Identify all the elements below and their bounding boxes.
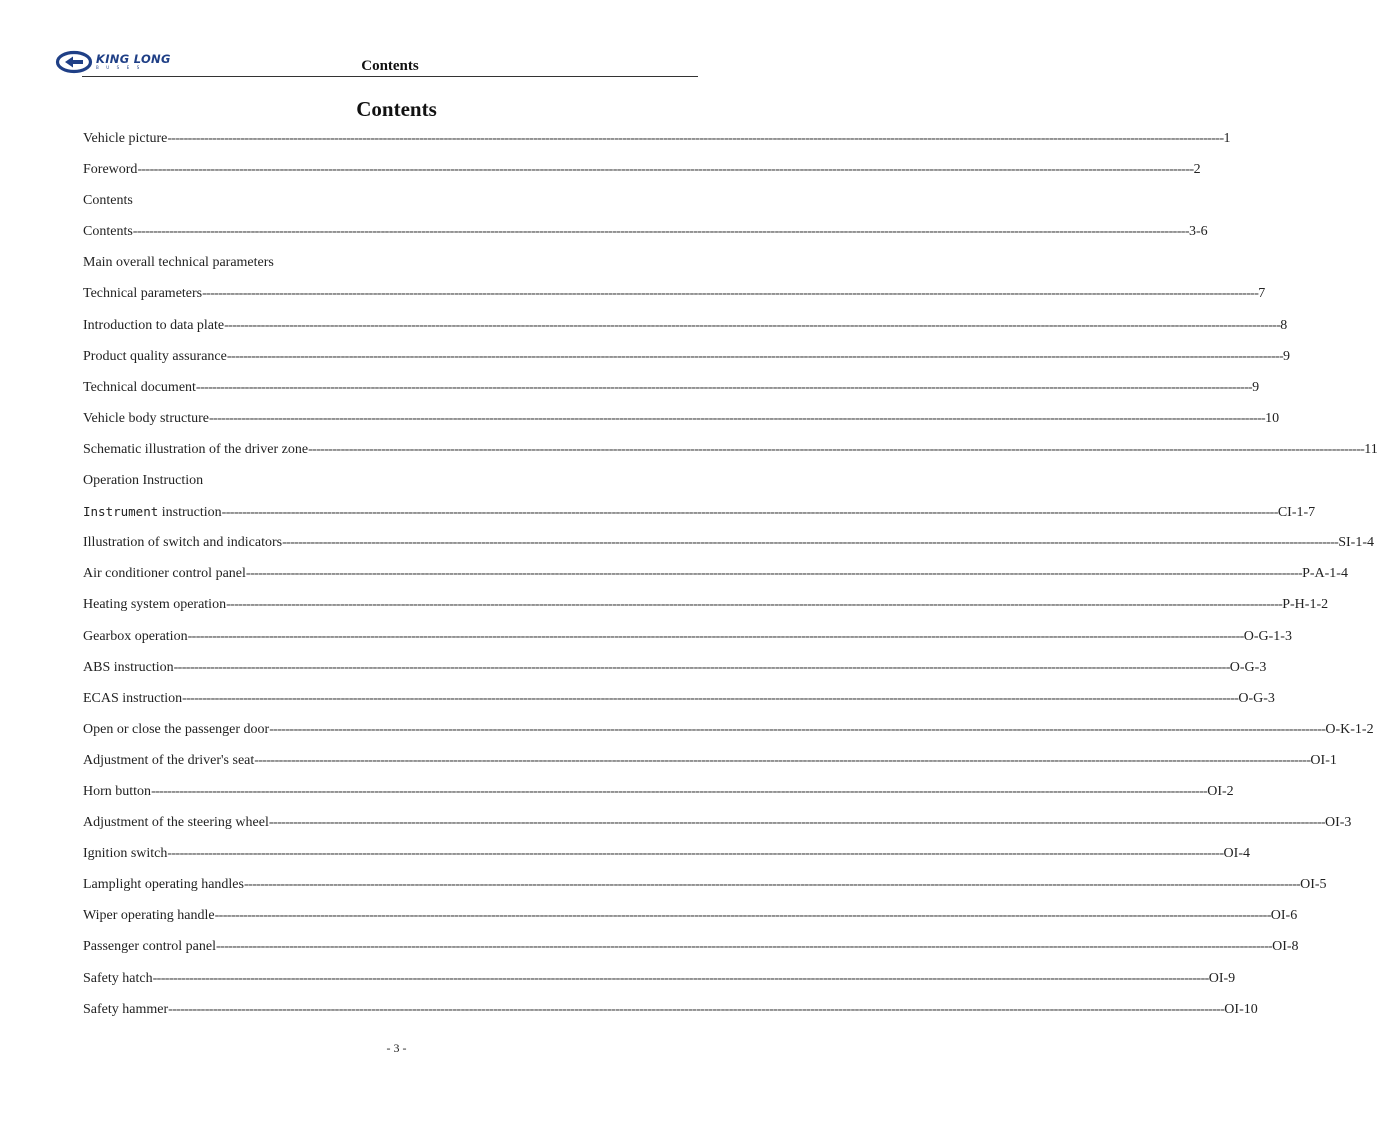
toc-entry-page: OI-8 xyxy=(1272,939,1299,955)
toc-entry-title: Operation Instruction xyxy=(83,473,204,489)
toc-dot-leader: -------------------------------------------------------------------------------------------------------------------------------------------------------------------------------------------------------------------------------------------------------------------- xyxy=(168,1001,1225,1017)
toc-dot-leader: -------------------------------------------------------------------------------------------------------------------------------------------------------------------------------------------------------------------------------------------------------------------- xyxy=(182,690,1239,706)
toc-dot-leader: -------------------------------------------------------------------------------------------------------------------------------------------------------------------------------------------------------------------------------------------------------------------- xyxy=(187,628,1244,644)
toc-entry-title: Technical document xyxy=(83,379,196,395)
page-number: - 3 - xyxy=(386,1041,407,1055)
page-header xyxy=(82,48,698,77)
toc-entry-page: O-K-1-2 xyxy=(1325,721,1374,737)
toc-entry-title: Schematic illustration of the driver zone xyxy=(83,441,309,457)
toc-entry-title: Open or close the passenger door xyxy=(83,721,270,737)
header-title: Contents xyxy=(361,58,419,74)
toc-entry-title: ECAS instruction xyxy=(83,690,183,706)
toc-entry-page: O-G-1-3 xyxy=(1243,628,1292,644)
toc-entry[interactable] xyxy=(83,843,1250,874)
toc-entry[interactable] xyxy=(83,221,1208,252)
toc-entry-page: 9 xyxy=(1283,348,1291,364)
toc-entry-title: Adjustment of the steering wheel xyxy=(83,815,269,831)
toc-entry-title: Adjustment of the driver's seat xyxy=(83,752,255,768)
toc-entry-page: CI-1-7 xyxy=(1277,505,1316,521)
toc-dot-leader: -------------------------------------------------------------------------------------------------------------------------------------------------------------------------------------------------------------------------------------------------------------------- xyxy=(202,286,1259,302)
toc-dot-leader: -------------------------------------------------------------------------------------------------------------------------------------------------------------------------------------------------------------------------------------------------------------------- xyxy=(195,379,1253,395)
toc-entry[interactable] xyxy=(83,128,1231,159)
toc-dot-leader: -------------------------------------------------------------------------------------------------------------------------------------------------------------------------------------------------------------------------------------------------------------------- xyxy=(226,597,1283,613)
toc-entry-title: Safety hammer xyxy=(83,1001,169,1017)
toc-dot-leader: -------------------------------------------------------------------------------------------------------------------------------------------------------------------------------------------------------------------------------------------------------------------- xyxy=(221,505,1278,521)
toc-entry[interactable] xyxy=(83,563,1348,594)
toc-entry[interactable] xyxy=(83,377,1260,408)
toc-entry-page: SI-1-4 xyxy=(1338,535,1375,551)
toc-entry[interactable] xyxy=(83,968,1236,999)
toc-dot-leader: -------------------------------------------------------------------------------------------------------------------------------------------------------------------------------------------------------------------------------------------------------------------- xyxy=(269,721,1326,737)
toc-entry-page: OI-6 xyxy=(1270,908,1298,924)
toc-entry[interactable] xyxy=(83,812,1352,843)
toc-section-heading xyxy=(83,190,695,221)
toc-entry-title: Safety hatch xyxy=(83,970,153,986)
toc-dot-leader: -------------------------------------------------------------------------------------------------------------------------------------------------------------------------------------------------------------------------------------------------------------------- xyxy=(167,131,1224,146)
toc-entry[interactable] xyxy=(83,905,1298,936)
toc-dot-leader: -------------------------------------------------------------------------------------------------------------------------------------------------------------------------------------------------------------------------------------------------------------------- xyxy=(137,162,1194,178)
toc-section-heading xyxy=(83,252,695,283)
toc-entry-title: Instrument instruction xyxy=(83,504,222,521)
toc-entry-title: Product quality assurance xyxy=(83,348,227,364)
logo-name: KING LONG xyxy=(96,51,171,66)
toc-entry-title: Main overall technical parameters xyxy=(83,255,274,271)
toc-entry[interactable] xyxy=(83,626,1292,657)
toc-dot-leader: -------------------------------------------------------------------------------------------------------------------------------------------------------------------------------------------------------------------------------------------------------------------- xyxy=(226,348,1284,364)
toc-dot-leader: -------------------------------------------------------------------------------------------------------------------------------------------------------------------------------------------------------------------------------------------------------------------- xyxy=(282,535,1339,551)
toc-entry-page: OI-1 xyxy=(1310,752,1337,768)
toc-entry[interactable] xyxy=(83,501,1316,532)
toc-entry-title: Air conditioner control panel xyxy=(83,566,246,582)
toc-entry-page: OI-2 xyxy=(1207,783,1234,799)
toc-section-heading xyxy=(83,470,695,501)
toc-entry-title: Gearbox operation xyxy=(83,628,188,644)
toc-entry-page: P-A-1-4 xyxy=(1302,566,1348,582)
toc-dot-leader: -------------------------------------------------------------------------------------------------------------------------------------------------------------------------------------------------------------------------------------------------------------------- xyxy=(243,877,1301,893)
toc-entry[interactable] xyxy=(83,532,1375,563)
toc-entry[interactable] xyxy=(83,936,1299,967)
toc-entry-title: Vehicle picture xyxy=(83,131,168,146)
toc-dot-leader: -------------------------------------------------------------------------------------------------------------------------------------------------------------------------------------------------------------------------------------------------------------------- xyxy=(268,815,1325,831)
toc-dot-leader: -------------------------------------------------------------------------------------------------------------------------------------------------------------------------------------------------------------------------------------------------------------------- xyxy=(132,224,1189,240)
toc-entry-page: OI-4 xyxy=(1223,846,1250,862)
toc-entry-page: OI-5 xyxy=(1300,877,1327,893)
toc-entry-title: Passenger control panel xyxy=(83,939,216,955)
toc-entry[interactable] xyxy=(83,781,1234,812)
toc-dot-leader: -------------------------------------------------------------------------------------------------------------------------------------------------------------------------------------------------------------------------------------------------------------------- xyxy=(214,908,1271,924)
toc-entry[interactable] xyxy=(83,439,1378,470)
toc-entry[interactable] xyxy=(83,408,1280,439)
toc-entry-page: OI-10 xyxy=(1224,1001,1258,1017)
toc-dot-leader: -------------------------------------------------------------------------------------------------------------------------------------------------------------------------------------------------------------------------------------------------------------------- xyxy=(151,783,1208,799)
toc-entry-page: 7 xyxy=(1258,286,1266,302)
toc-entry-page: P-H-1-2 xyxy=(1282,597,1329,613)
toc-entry[interactable] xyxy=(83,594,1329,625)
toc-entry-title: Ignition switch xyxy=(83,846,168,862)
toc-dot-leader: -------------------------------------------------------------------------------------------------------------------------------------------------------------------------------------------------------------------------------------------------------------------- xyxy=(152,970,1209,986)
toc-entry-page: 2 xyxy=(1193,162,1201,178)
toc-entry-page: 11 xyxy=(1364,441,1378,457)
toc-entry-page: 8 xyxy=(1280,317,1288,333)
toc-entry[interactable] xyxy=(83,874,1327,905)
toc-entry[interactable] xyxy=(83,346,1291,377)
toc-entry[interactable] xyxy=(83,283,1266,314)
toc-dot-leader: -------------------------------------------------------------------------------------------------------------------------------------------------------------------------------------------------------------------------------------------------------------------- xyxy=(215,939,1273,955)
toc-entry[interactable] xyxy=(83,159,1201,190)
toc-entry-title: Heating system operation xyxy=(83,597,227,613)
toc-dot-leader: -------------------------------------------------------------------------------------------------------------------------------------------------------------------------------------------------------------------------------------------------------------------- xyxy=(308,441,1365,457)
toc-entry-page: 3-6 xyxy=(1188,224,1208,240)
toc-entry-page: O-G-3 xyxy=(1229,659,1267,675)
toc-entry-title: Wiper operating handle xyxy=(83,908,215,924)
toc-entry[interactable] xyxy=(83,999,1258,1030)
logo-subtitle: BUSES xyxy=(96,65,147,71)
toc-dot-leader: -------------------------------------------------------------------------------------------------------------------------------------------------------------------------------------------------------------------------------------------------------------------- xyxy=(224,317,1281,333)
toc-entry-title: Vehicle body structure xyxy=(83,410,209,426)
toc-entry-page: OI-9 xyxy=(1208,970,1236,986)
toc-entry-title: Horn button xyxy=(83,783,152,799)
page-title: Contents xyxy=(356,97,437,121)
toc-entry-title: Lamplight operating handles xyxy=(83,877,244,893)
toc-entry-page: 9 xyxy=(1252,379,1260,395)
toc-dot-leader: -------------------------------------------------------------------------------------------------------------------------------------------------------------------------------------------------------------------------------------------------------------------- xyxy=(254,752,1311,768)
toc-entry[interactable] xyxy=(83,719,1374,750)
toc-entry-title: Contents xyxy=(83,193,133,209)
toc-entry-title: ABS instruction xyxy=(83,659,174,675)
toc-entry-page: OI-3 xyxy=(1325,815,1352,831)
toc-entry-title: Introduction to data plate xyxy=(83,317,225,333)
toc-entry-title: Foreword xyxy=(83,162,138,178)
toc-entry[interactable] xyxy=(83,657,1267,688)
toc-entry-page: 1 xyxy=(1223,131,1231,146)
toc-entry-page: O-G-3 xyxy=(1238,690,1275,706)
toc-entry[interactable] xyxy=(83,750,1337,781)
toc-dot-leader: -------------------------------------------------------------------------------------------------------------------------------------------------------------------------------------------------------------------------------------------------------------------- xyxy=(208,410,1266,426)
toc-entry-title: Technical parameters xyxy=(83,286,203,302)
toc-entry[interactable] xyxy=(83,315,1288,346)
toc-dot-leader: -------------------------------------------------------------------------------------------------------------------------------------------------------------------------------------------------------------------------------------------------------------------- xyxy=(173,659,1230,675)
toc-dot-leader: -------------------------------------------------------------------------------------------------------------------------------------------------------------------------------------------------------------------------------------------------------------------- xyxy=(245,566,1303,582)
toc-dot-leader: -------------------------------------------------------------------------------------------------------------------------------------------------------------------------------------------------------------------------------------------------------------------- xyxy=(167,846,1224,862)
toc-entry[interactable] xyxy=(83,688,1275,719)
toc-entry-page: 10 xyxy=(1265,410,1280,426)
table-of-contents xyxy=(83,128,1378,1030)
toc-entry-title: Illustration of switch and indicators xyxy=(83,535,283,551)
toc-entry-title: Contents xyxy=(83,224,133,240)
